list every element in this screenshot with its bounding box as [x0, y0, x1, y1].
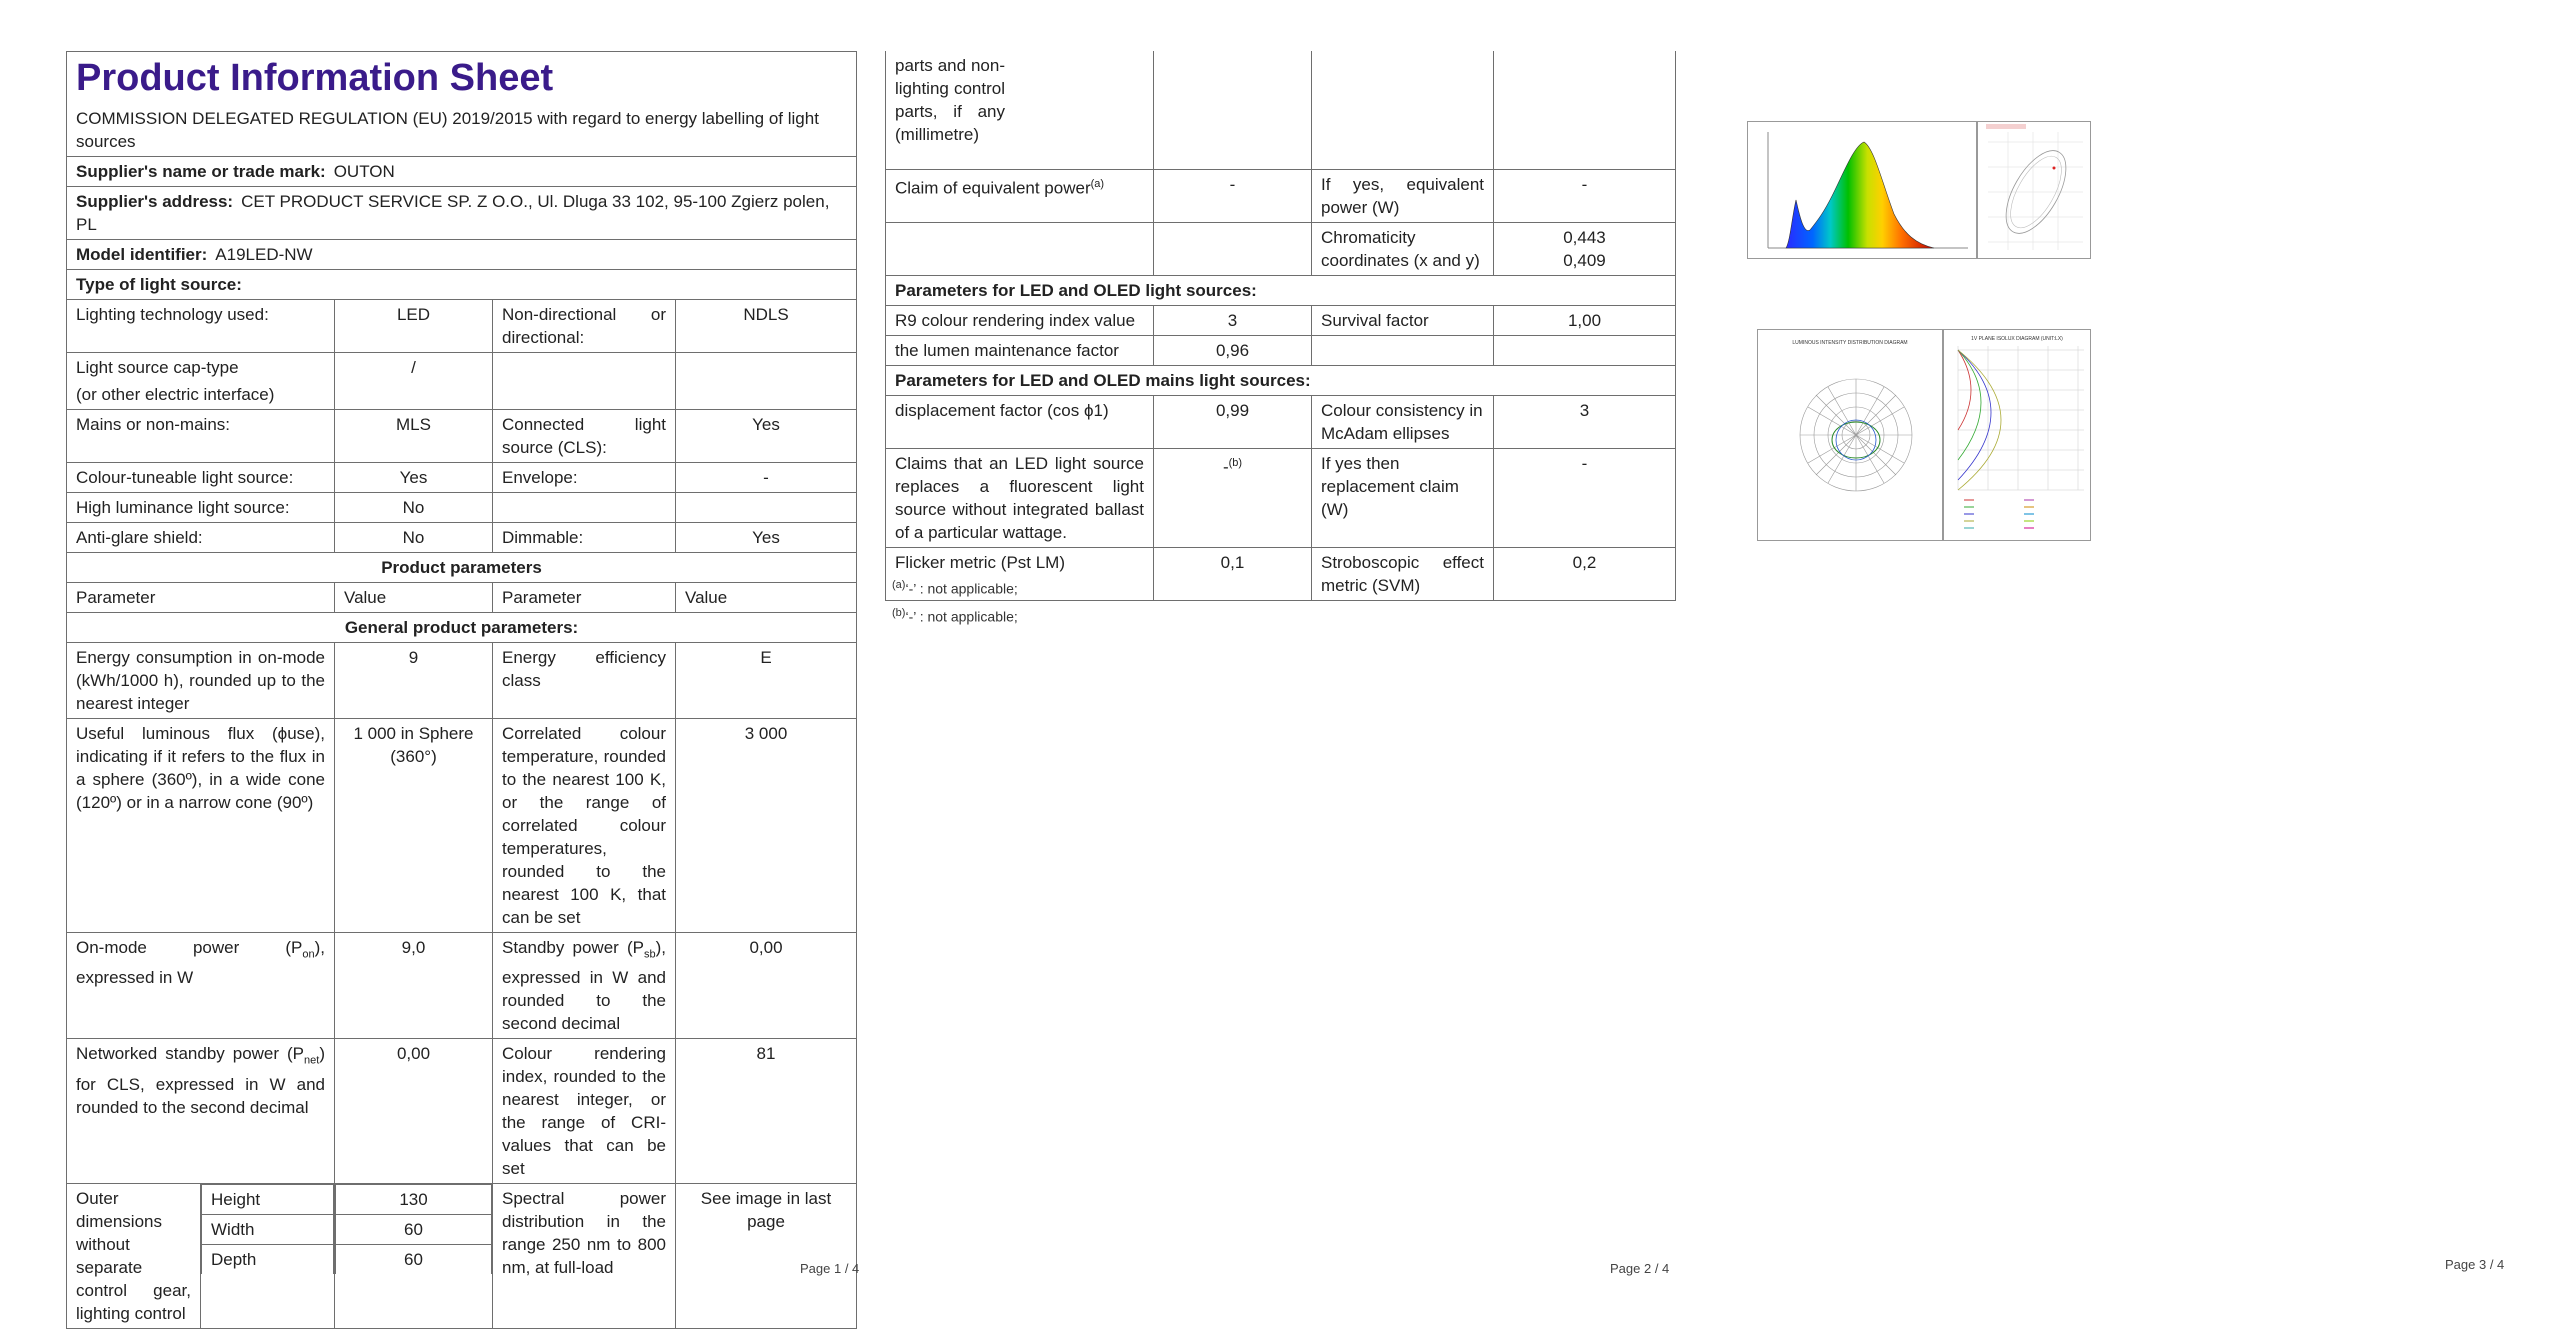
subscript: net	[304, 1054, 320, 1067]
page-number: Page 1 / 4	[800, 1261, 860, 1276]
chromaticity-y: 0,409	[1563, 250, 1606, 270]
polar-grid	[1800, 379, 1912, 491]
standby-power-label	[493, 933, 676, 1039]
param-value: No	[335, 493, 493, 523]
param-label: Dimmable:	[493, 523, 676, 553]
equivalent-power-value: -	[1494, 169, 1676, 222]
footnote-a	[892, 579, 1018, 597]
isolux-legend	[1964, 500, 2034, 528]
stroboscopic-value: 0,2	[1494, 547, 1676, 600]
standby-power-value: 0,00	[676, 933, 857, 1039]
cct-label: Correlated colour temperature, rounded to the nearest 100 K, or the range of correlated colour temperatures, rounded to the nearest 100 K, that can be set	[493, 719, 676, 933]
param-value: /	[335, 353, 493, 410]
spectrum-curve	[1786, 142, 1934, 248]
footnote-marker: (a)	[892, 579, 906, 591]
claim-equivalent-power-value: -	[1154, 169, 1312, 222]
r9-value: 3	[1154, 305, 1312, 335]
model-label: Model identifier:	[76, 245, 208, 264]
cct-value: 3 000	[676, 719, 857, 933]
empty-cell	[886, 222, 1154, 275]
cri-value: 81	[676, 1039, 857, 1184]
type-row	[67, 493, 857, 523]
param-value: No	[335, 523, 493, 553]
general-params-heading: General product parameters:	[67, 613, 857, 643]
footnote-b	[892, 607, 1018, 625]
col-header-value: Value	[676, 583, 857, 613]
regulation-text: COMMISSION DELEGATED REGULATION (EU) 2019/2015 with regard to energy labelling of light sources	[76, 109, 819, 151]
supplier-name-row	[67, 157, 857, 187]
param-value: Yes	[676, 523, 857, 553]
claim-row	[886, 169, 1676, 222]
param-label: High luminance light source:	[67, 493, 335, 523]
param-label: Connected light source (CLS):	[493, 410, 676, 463]
equivalent-power-label: If yes, equivalent power (W)	[1312, 169, 1494, 222]
text-part: Claim of equivalent power	[895, 178, 1091, 198]
continued-dimensions-cell	[886, 51, 1154, 169]
type-row	[67, 410, 857, 463]
product-params-heading: Product parameters	[67, 553, 857, 583]
polar-svg	[1758, 330, 1942, 540]
depth-value: 60	[336, 1245, 492, 1275]
page-3	[1675, 0, 2560, 1333]
dimensions-row	[67, 1184, 857, 1329]
colour-consistency-label: Colour consistency in McAdam ellipses	[1312, 395, 1494, 448]
replacement-row	[886, 448, 1676, 547]
subscript: on	[302, 948, 315, 961]
cap-type-sub: (or other electric interface)	[76, 385, 275, 404]
text-part: Networked standby power (P	[76, 1044, 305, 1064]
empty-cell	[1312, 335, 1494, 365]
empty-cell	[1154, 222, 1312, 275]
displacement-row	[886, 395, 1676, 448]
type-row	[67, 523, 857, 553]
cap-type-label: Light source cap-type	[76, 358, 239, 377]
energy-class-value: E	[676, 643, 857, 719]
page-2	[865, 0, 1675, 1333]
colour-consistency-value: 3	[1494, 395, 1676, 448]
col-header-value: Value	[335, 583, 493, 613]
chromaticity-x: 0,443	[1563, 227, 1606, 247]
spectrum-svg	[1748, 122, 1976, 258]
param-label	[493, 493, 676, 523]
on-mode-power-label	[67, 933, 335, 1039]
empty-cell	[1154, 51, 1312, 169]
param-value	[676, 493, 857, 523]
luminous-flux-label: Useful luminous flux (ϕuse), indicating if it refers to the flux in a sphere (360º), in a wide cone (120º) or in a narrow cone (90º)	[67, 719, 335, 933]
power-row	[67, 933, 857, 1039]
ellipse-svg	[1978, 122, 2090, 258]
supplier-address-label: Supplier's address:	[76, 192, 234, 211]
replacement-watt-value: -	[1494, 448, 1676, 547]
param-value: MLS	[335, 410, 493, 463]
header-cell	[67, 52, 857, 157]
on-mode-power-value: 9,0	[335, 933, 493, 1039]
isolux-curves	[1958, 350, 2001, 490]
width-label: Width	[202, 1215, 334, 1245]
survival-factor-label: Survival factor	[1312, 305, 1494, 335]
flicker-metric-value: 0,1	[1154, 547, 1312, 600]
supplier-name-value: OUTON	[333, 162, 395, 181]
param-value: -	[676, 463, 857, 493]
mains-params-heading: Parameters for LED and OLED mains light sources:	[886, 365, 1676, 395]
footnote-ref: (b)	[1228, 456, 1243, 469]
continued-row	[886, 51, 1676, 169]
param-label: Mains or non-mains:	[67, 410, 335, 463]
subscript: sb	[643, 948, 656, 961]
page-title: Product Information Sheet	[76, 57, 554, 99]
empty-cell	[1312, 51, 1494, 169]
footnote-marker: (b)	[892, 607, 906, 619]
param-label	[67, 353, 335, 410]
info-sheet-table	[66, 51, 860, 1329]
survival-factor-value: 1,00	[1494, 305, 1676, 335]
text-part: ), expressed in W	[76, 938, 325, 988]
page-number: Page 3 / 4	[2445, 1257, 2505, 1272]
page-1	[0, 0, 865, 1333]
isolux-title: 1V PLANE ISOLUX DIAGRAM (UNIT:LX)	[1971, 336, 2063, 342]
param-label: Envelope:	[493, 463, 676, 493]
type-row	[67, 300, 857, 353]
lumen-maintenance-value: 0,96	[1154, 335, 1312, 365]
r9-label: R9 colour rendering index value	[886, 305, 1154, 335]
displacement-factor-label: displacement factor (cos ϕ1)	[886, 395, 1154, 448]
chromaticity-label: Chromaticity coordinates (x and y)	[1312, 222, 1494, 275]
param-label: Non-directional or directional:	[493, 300, 676, 353]
param-label: Colour-tuneable light source:	[67, 463, 335, 493]
energy-class-label: Energy efficiency class	[493, 643, 676, 719]
info-sheet-table-continued	[885, 51, 1676, 601]
networked-standby-value: 0,00	[335, 1039, 493, 1184]
dimension-labels	[201, 1184, 335, 1329]
chromaticity-value	[1494, 222, 1676, 275]
footnote-ref: (a)	[1090, 177, 1105, 190]
luminous-intensity-figure	[1757, 329, 1943, 541]
r9-row	[886, 305, 1676, 335]
type-row	[67, 463, 857, 493]
param-value: Yes	[335, 463, 493, 493]
column-header-row	[67, 583, 857, 613]
param-label: Anti-glare shield:	[67, 523, 335, 553]
text-part: Standby power (P	[502, 938, 644, 957]
type-heading: Type of light source:	[67, 270, 857, 300]
empty-cell	[1494, 335, 1676, 365]
dimension-values	[335, 1184, 493, 1329]
text-part: ), expressed in W and rounded to the second decimal	[502, 938, 666, 1034]
lumen-maintenance-label: the lumen maintenance factor	[886, 335, 1154, 365]
energy-consumption-label: Energy consumption in on-mode (kWh/1000 h), rounded up to the nearest integer	[67, 643, 335, 719]
depth-label: Depth	[202, 1245, 334, 1275]
replacement-claim-label: Claims that an LED light source replaces a fluorescent light source without integrated ballast of a particular wattage.	[886, 448, 1154, 547]
cri-label: Colour rendering index, rounded to the nearest integer, or the range of CRI-values that can be set	[493, 1039, 676, 1184]
type-row	[67, 353, 857, 410]
continued-dimensions-text: parts and non-lighting control parts, if any (millimetre)	[895, 56, 1005, 144]
networked-row	[67, 1039, 857, 1184]
displacement-factor-value: 0,99	[1154, 395, 1312, 448]
param-value: Yes	[676, 410, 857, 463]
chromaticity-row	[886, 222, 1676, 275]
page-number: Page 2 / 4	[1610, 1261, 1670, 1276]
chromaticity-ellipse-figure	[1977, 121, 2091, 259]
flux-row	[67, 719, 857, 933]
param-value	[676, 353, 857, 410]
width-value: 60	[336, 1215, 492, 1245]
text-part: On-mode power (P	[76, 938, 303, 957]
spectral-distribution-label: Spectral power distribution in the range 250 nm to 800 nm, at full-load	[493, 1184, 676, 1329]
model-row	[67, 240, 857, 270]
spectral-distribution-figure	[1747, 121, 1977, 259]
networked-standby-label	[67, 1039, 335, 1184]
spectral-distribution-value: See image in last page	[676, 1184, 857, 1329]
polar-title: LUMINOUS INTENSITY DISTRIBUTION DIAGRAM	[1792, 340, 1908, 346]
replacement-watt-label: If yes then replacement claim (W)	[1312, 448, 1494, 547]
empty-cell	[1494, 51, 1676, 169]
led-params-heading: Parameters for LED and OLED light sources:	[886, 275, 1676, 305]
text-part: ) for CLS, expressed in W and rounded to the second decimal	[76, 1044, 325, 1117]
isolux-svg	[1944, 330, 2090, 540]
col-header-parameter: Parameter	[67, 583, 335, 613]
luminous-flux-value: 1 000 in Sphere (360°)	[335, 719, 493, 933]
energy-row	[67, 643, 857, 719]
supplier-name-label: Supplier's name or trade mark:	[76, 162, 326, 181]
isolux-figure	[1943, 329, 2091, 541]
model-value: A19LED-NW	[215, 245, 313, 264]
param-label	[493, 353, 676, 410]
height-label: Height	[202, 1185, 334, 1215]
supplier-address-value: CET PRODUCT SERVICE SP. Z O.O., Ul. Dluga 33 102, 95-100 Zgierz polen, PL	[76, 192, 830, 234]
energy-consumption-value: 9	[335, 643, 493, 719]
col-header-parameter: Parameter	[493, 583, 676, 613]
text-part: -	[1222, 457, 1229, 477]
footnote-text: ‘-’ : not applicable;	[905, 608, 1018, 625]
height-value: 130	[336, 1185, 492, 1215]
chromaticity-point	[2053, 167, 2056, 170]
flicker-metric-label: Flicker metric (Pst LM)	[886, 547, 1154, 600]
claim-equivalent-power-label	[886, 169, 1154, 222]
outer-dimensions-label: Outer dimensions without separate control gear, lighting control	[67, 1184, 201, 1329]
param-value: LED	[335, 300, 493, 353]
supplier-address-row	[67, 187, 857, 240]
param-value: NDLS	[676, 300, 857, 353]
footnote-text: ‘-’ : not applicable;	[905, 580, 1018, 597]
param-label: Lighting technology used:	[67, 300, 335, 353]
stroboscopic-label: Stroboscopic effect metric (SVM)	[1312, 547, 1494, 600]
lumen-row	[886, 335, 1676, 365]
replacement-claim-value	[1154, 448, 1312, 547]
